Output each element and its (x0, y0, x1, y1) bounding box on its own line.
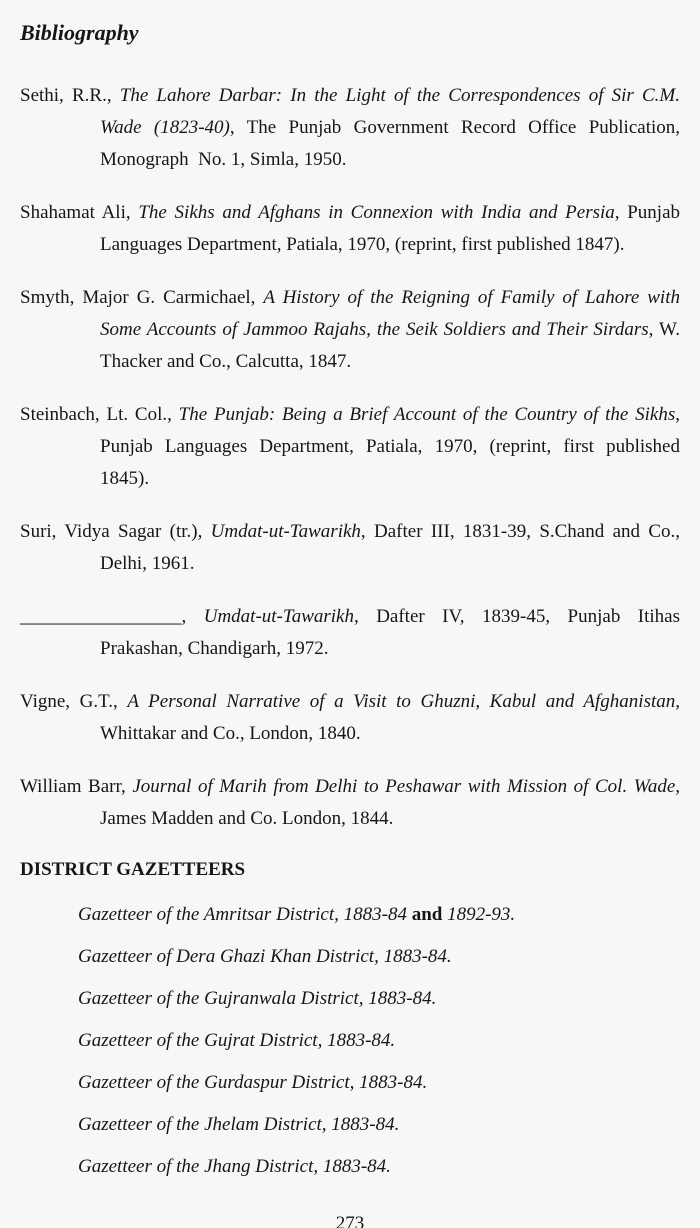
gazetteer-item-gujrat (78, 1025, 680, 1057)
gazetteer-item-dera-ghazi-khan (78, 941, 680, 973)
text-segment: Gazetteer of the Gujrat District, 1883-84. (78, 1030, 396, 1051)
text-segment: , Punjab Languages Department, Patiala, 1970, (reprint, first published 1847). (100, 202, 681, 255)
text-segment: Sethi, R.R., (20, 85, 120, 106)
district-gazetteers-heading: DISTRICT GAZETTEERS (20, 859, 246, 880)
text-segment: , Dafter III, 1831-39, S.Chand and Co., Delhi, 1961. (100, 521, 680, 574)
text-segment: Smyth, Major G. Carmichael, (20, 287, 264, 308)
bibliography-entry-suri-dafter-iii (20, 516, 680, 580)
text-segment: Suri, Vidya Sagar (tr.), (20, 521, 211, 542)
text-segment: , The Punjab Government Record Office Publication, Monograph No. 1, Simla, 1950. (100, 117, 681, 170)
text-segment: , (181, 606, 204, 627)
bibliography-entry-shahamat-ali (20, 197, 680, 261)
text-segment: Journal of Marih from Delhi to Peshawar with Mission of Col. Wade, (132, 776, 681, 797)
text-segment: Shahamat Ali, (20, 202, 139, 223)
gazetteer-item-jhelam (78, 1109, 680, 1141)
gazetteer-item-amritsar (78, 899, 680, 931)
text-segment: James Madden and Co. London, 1844. (100, 808, 394, 829)
bibliography-entry-sethi (20, 80, 680, 176)
text-segment: 1892-93. (447, 904, 516, 925)
text-segment: , Punjab Languages Department, Patiala, 1970, (reprint, first published 1845). (100, 404, 681, 489)
text-segment: W. Thacker and Co., Calcutta, 1847. (100, 319, 680, 372)
text-segment: A History of the Reigning of Family of Lahore with Some Accounts of Jammoo Rajahs, the Seik Soldiers and Their Sirdars, (100, 287, 680, 340)
text-segment: and (406, 904, 448, 925)
text-segment: The Lahore Darbar: In the Light of the Correspondences of Sir C.M. Wade (1823-40) (100, 85, 680, 138)
gazetteer-item-jhang (78, 1151, 680, 1183)
text-segment: Steinbach, Lt. Col., (20, 404, 179, 425)
text-segment: Gazetteer of the Jhang District, 1883-84. (78, 1156, 391, 1177)
gazetteer-item-gujranwala (78, 983, 680, 1015)
text-segment: The Sikhs and Afghans in Connexion with India and Persia (138, 202, 615, 223)
text-segment: The Punjab: Being a Brief Account of the Country of the Sikhs (178, 404, 676, 425)
bibliography-heading: Bibliography (20, 20, 139, 45)
text-segment: Gazetteer of the Gurdaspur District, 1883-84. (78, 1072, 428, 1093)
text-segment: , Dafter IV, 1839-45, Punjab Itihas Prakashan, Chandigarh, 1972. (100, 606, 681, 659)
bibliography-entry-william-barr (20, 771, 680, 835)
page-number: 273 (335, 1213, 365, 1228)
text-segment: Umdat-ut-Tawarikh (203, 606, 354, 627)
text-segment: Gazetteer of Dera Ghazi Khan District, 1883-84. (78, 946, 452, 967)
bibliography-entry-smyth (20, 282, 680, 378)
text-segment: Gazetteer of the Jhelam District, 1883-84. (78, 1114, 400, 1135)
text-segment: Vigne, G.T., (20, 691, 128, 712)
text-segment: Whittakar and Co., London, 1840. (100, 723, 361, 744)
bibliography-entry-vigne (20, 686, 680, 750)
text-segment: Gazetteer of the Amritsar District, 1883-84 (78, 904, 407, 925)
text-segment: William Barr, (20, 776, 133, 797)
text-segment: A Personal Narrative of a Visit to Ghuzni, Kabul and Afghanistan, (127, 691, 680, 712)
text-segment: Umdat-ut-Tawarikh (210, 521, 361, 542)
bibliography-entry-steinbach (20, 399, 680, 495)
gazetteer-item-gurdaspur (78, 1067, 680, 1099)
text-segment: Gazetteer of the Gujranwala District, 1883-84. (78, 988, 437, 1009)
text-segment: _________________ (20, 606, 182, 627)
bibliography-entry-suri-dafter-iv (20, 601, 680, 665)
